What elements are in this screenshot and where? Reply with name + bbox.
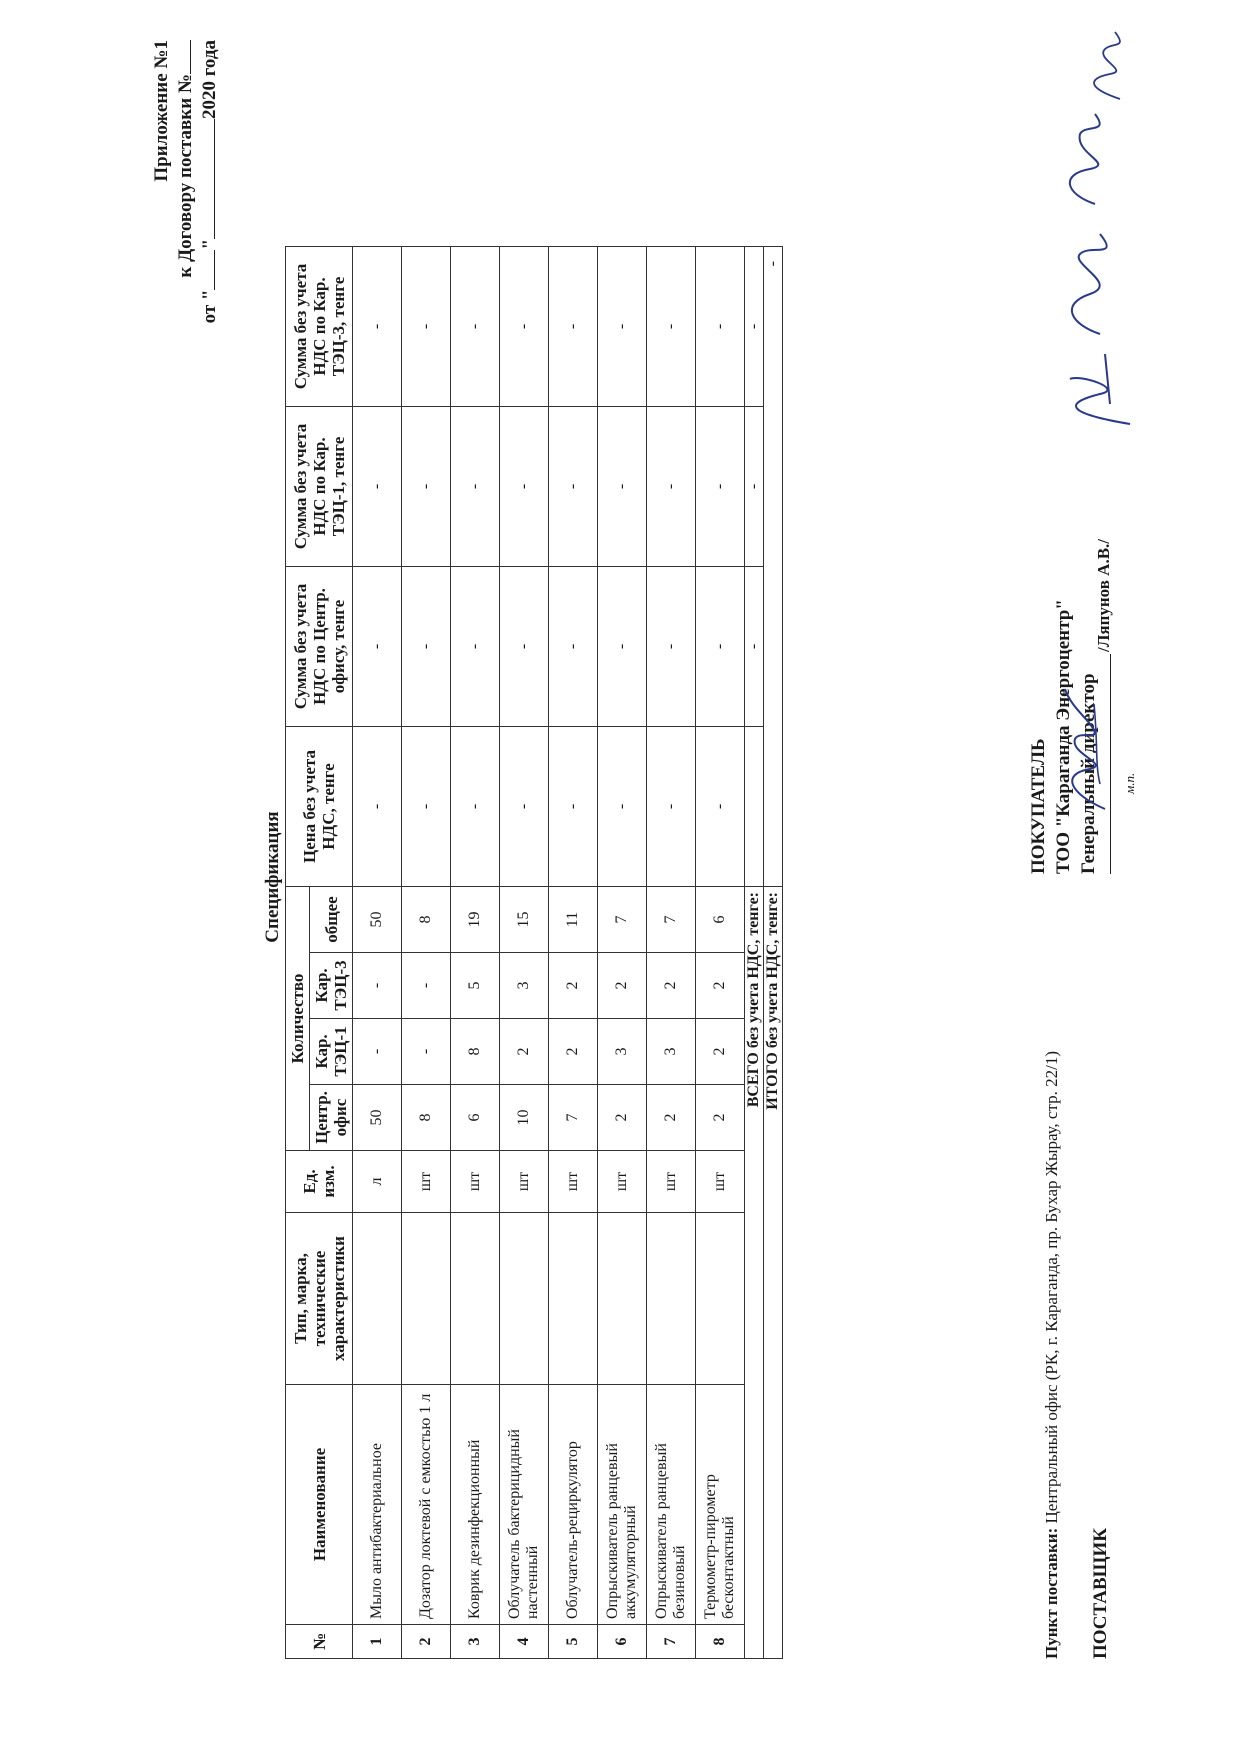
table-row bbox=[353, 247, 402, 1659]
header-unit: Ед. изм. bbox=[286, 1151, 353, 1213]
row-name: Опрыскиватель ранцевый безиновый bbox=[647, 1385, 696, 1625]
row-qty-total: 50 bbox=[353, 887, 402, 953]
row-qty-tec1: 2 bbox=[549, 1019, 598, 1085]
row-sum-tec3: - bbox=[353, 247, 402, 407]
row-sum-office: - bbox=[402, 567, 451, 727]
row-qty-total: 7 bbox=[647, 887, 696, 953]
row-sum-office: - bbox=[696, 567, 745, 727]
header-qty-office: Центр. офис bbox=[310, 1085, 353, 1151]
header-sum-tec3: Сумма без учета НДС по Кар. ТЭЦ-3, тенге bbox=[286, 247, 353, 407]
row-qty-tec1: 3 bbox=[647, 1019, 696, 1085]
delivery-point bbox=[1042, 1051, 1062, 1659]
total-sum-tec1: - bbox=[745, 407, 764, 567]
total-sum-tec3: - bbox=[745, 247, 764, 407]
row-sum-tec3: - bbox=[402, 247, 451, 407]
header-sum-tec1: Сумма без учета НДС по Кар. ТЭЦ-1, тенге bbox=[286, 407, 353, 567]
header-price: Цена без учета НДС, тенге bbox=[286, 727, 353, 887]
row-qty-tec3: - bbox=[402, 953, 451, 1019]
row-price: - bbox=[696, 727, 745, 887]
row-qty-office: 6 bbox=[451, 1085, 500, 1151]
row-qty-office: 2 bbox=[696, 1085, 745, 1151]
row-type bbox=[598, 1213, 647, 1385]
row-unit: шт bbox=[402, 1151, 451, 1213]
row-qty-office: 2 bbox=[647, 1085, 696, 1151]
row-unit: шт bbox=[598, 1151, 647, 1213]
row-sum-office: - bbox=[598, 567, 647, 727]
row-sum-tec3: - bbox=[696, 247, 745, 407]
row-num: 6 bbox=[598, 1625, 647, 1659]
row-price: - bbox=[451, 727, 500, 887]
header-quantity: Количество bbox=[286, 887, 310, 1151]
row-sum-office: - bbox=[353, 567, 402, 727]
row-unit: шт bbox=[500, 1151, 549, 1213]
row-type bbox=[402, 1213, 451, 1385]
row-type bbox=[647, 1213, 696, 1385]
row-qty-office: 7 bbox=[549, 1085, 598, 1151]
date-month-blank bbox=[198, 119, 215, 239]
row-unit: л bbox=[353, 1151, 402, 1213]
row-qty-office: 8 bbox=[402, 1085, 451, 1151]
total-label: ВСЕГО без учета НДС, тенге: bbox=[745, 887, 764, 1659]
row-sum-tec1: - bbox=[598, 407, 647, 567]
total-sum-office: - bbox=[745, 567, 764, 727]
row-type bbox=[696, 1213, 745, 1385]
row-sum-tec1: - bbox=[353, 407, 402, 567]
table-row bbox=[500, 247, 549, 1659]
row-qty-tec3: 2 bbox=[598, 953, 647, 1019]
row-num: 4 bbox=[500, 1625, 549, 1659]
row-qty-total: 8 bbox=[402, 887, 451, 953]
row-num: 7 bbox=[647, 1625, 696, 1659]
row-name: Облучатель-рециркулятор bbox=[549, 1385, 598, 1625]
table-row bbox=[647, 247, 696, 1659]
document-title: Спецификация bbox=[262, 811, 283, 943]
grand-total-value: - bbox=[764, 247, 783, 887]
row-price: - bbox=[549, 727, 598, 887]
annex-header bbox=[150, 40, 222, 323]
row-price: - bbox=[598, 727, 647, 887]
row-name: Облучатель бактерицидный настенный bbox=[500, 1385, 549, 1625]
stamp-place-label: м.п. bbox=[1122, 772, 1137, 794]
row-qty-tec3: 5 bbox=[451, 953, 500, 1019]
approval-signatures bbox=[1040, 104, 1160, 434]
row-qty-office: 10 bbox=[500, 1085, 549, 1151]
row-sum-tec1: - bbox=[549, 407, 598, 567]
header-sum-office: Сумма без учета НДС по Центр. офису, тенге bbox=[286, 567, 353, 727]
table-row bbox=[696, 247, 745, 1659]
supplier-label: ПОСТАВЩИК bbox=[1090, 1527, 1111, 1659]
row-name: Коврик дезинфекционный bbox=[451, 1385, 500, 1625]
row-type bbox=[353, 1213, 402, 1385]
row-sum-tec1: - bbox=[647, 407, 696, 567]
row-sum-tec3: - bbox=[598, 247, 647, 407]
row-qty-tec1: 8 bbox=[451, 1019, 500, 1085]
row-sum-tec1: - bbox=[500, 407, 549, 567]
row-name: Дозатор локтевой с емкостью 1 л bbox=[402, 1385, 451, 1625]
delivery-label: Пункт поставки: bbox=[1042, 1527, 1061, 1659]
grand-total-label: ИТОГО без учета НДС, тенге: bbox=[764, 887, 783, 1659]
corner-initials bbox=[1070, 24, 1140, 104]
row-num: 8 bbox=[696, 1625, 745, 1659]
header-num: № bbox=[286, 1625, 353, 1659]
header-qty-total: общее bbox=[310, 887, 353, 953]
row-unit: шт bbox=[647, 1151, 696, 1213]
row-sum-tec3: - bbox=[500, 247, 549, 407]
row-name: Термометр-пирометр бесконтактный bbox=[696, 1385, 745, 1625]
row-sum-tec1: - bbox=[451, 407, 500, 567]
row-name: Опрыскиватель ранцевый аккумуляторный bbox=[598, 1385, 647, 1625]
row-num: 1 bbox=[353, 1625, 402, 1659]
total-price-empty bbox=[745, 727, 764, 887]
table-row bbox=[402, 247, 451, 1659]
table-row bbox=[451, 247, 500, 1659]
row-unit: шт bbox=[549, 1151, 598, 1213]
director-signature bbox=[1050, 684, 1120, 814]
row-num: 2 bbox=[402, 1625, 451, 1659]
row-sum-office: - bbox=[549, 567, 598, 727]
row-type bbox=[500, 1213, 549, 1385]
row-sum-tec1: - bbox=[696, 407, 745, 567]
delivery-address: Центральный офис (РК, г. Караганда, пр. Бухар Жырау, стр. 22/1) bbox=[1042, 1051, 1061, 1524]
row-qty-tec1: 2 bbox=[696, 1019, 745, 1085]
row-qty-total: 6 bbox=[696, 887, 745, 953]
row-sum-office: - bbox=[647, 567, 696, 727]
row-type bbox=[451, 1213, 500, 1385]
row-qty-tec3: - bbox=[353, 953, 402, 1019]
row-unit: шт bbox=[451, 1151, 500, 1213]
header-type: Тип, марка, технические характеристики bbox=[286, 1213, 353, 1385]
row-qty-tec3: 2 bbox=[549, 953, 598, 1019]
row-qty-total: 7 bbox=[598, 887, 647, 953]
row-sum-tec3: - bbox=[549, 247, 598, 407]
row-price: - bbox=[647, 727, 696, 887]
header-name: Наименование bbox=[286, 1385, 353, 1625]
header-qty-tec1: Кар. ТЭЦ-1 bbox=[310, 1019, 353, 1085]
row-qty-tec3: 2 bbox=[647, 953, 696, 1019]
row-num: 3 bbox=[451, 1625, 500, 1659]
row-num: 5 bbox=[549, 1625, 598, 1659]
row-qty-office: 50 bbox=[353, 1085, 402, 1151]
specification-table bbox=[285, 246, 783, 1659]
buyer-company: ТОО "Караганда Энергоцентр" bbox=[1053, 599, 1074, 874]
row-type bbox=[549, 1213, 598, 1385]
row-qty-tec1: - bbox=[353, 1019, 402, 1085]
row-qty-tec1: 3 bbox=[598, 1019, 647, 1085]
row-sum-tec3: - bbox=[451, 247, 500, 407]
row-sum-tec3: - bbox=[647, 247, 696, 407]
row-price: - bbox=[353, 727, 402, 887]
annex-date: от ""2020 года bbox=[199, 40, 220, 324]
row-qty-tec3: 2 bbox=[696, 953, 745, 1019]
buyer-position: Генеральный директор bbox=[1078, 673, 1099, 874]
row-qty-tec1: - bbox=[402, 1019, 451, 1085]
buyer-label: ПОКУПАТЕЛЬ bbox=[1028, 738, 1049, 874]
table-row bbox=[598, 247, 647, 1659]
date-day-blank bbox=[198, 250, 215, 290]
buyer-signatory-name: /Ляпунов А.В./ bbox=[1094, 538, 1113, 652]
row-qty-total: 11 bbox=[549, 887, 598, 953]
row-qty-total: 15 bbox=[500, 887, 549, 953]
row-unit: шт bbox=[696, 1151, 745, 1213]
total-row bbox=[745, 247, 764, 1659]
row-sum-office: - bbox=[500, 567, 549, 727]
row-price: - bbox=[500, 727, 549, 887]
header-qty-tec3: Кар. ТЭЦ-3 bbox=[310, 953, 353, 1019]
row-name: Мыло антибактериальное bbox=[353, 1385, 402, 1625]
table-row bbox=[549, 247, 598, 1659]
row-sum-tec1: - bbox=[402, 407, 451, 567]
row-price: - bbox=[402, 727, 451, 887]
annex-number: Приложение №1 bbox=[151, 40, 172, 182]
row-qty-total: 19 bbox=[451, 887, 500, 953]
row-qty-tec3: 3 bbox=[500, 953, 549, 1019]
contract-number-blank bbox=[174, 40, 191, 74]
row-sum-office: - bbox=[451, 567, 500, 727]
row-qty-office: 2 bbox=[598, 1085, 647, 1151]
grand-total-row bbox=[764, 247, 783, 1659]
row-qty-tec1: 2 bbox=[500, 1019, 549, 1085]
annex-contract: к Договору поставки № bbox=[174, 40, 198, 323]
